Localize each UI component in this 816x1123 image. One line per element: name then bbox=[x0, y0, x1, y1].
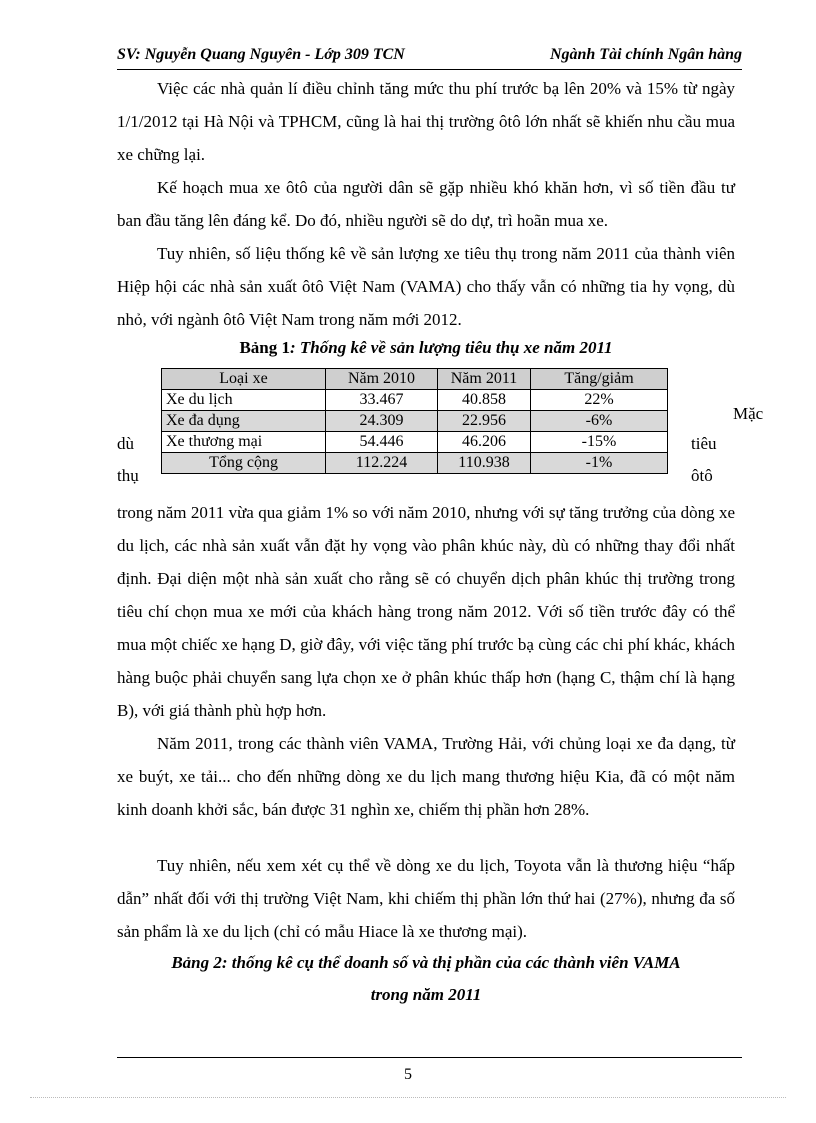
wrap-word-du: dù bbox=[117, 434, 134, 453]
wrap-word-oto: ôtô bbox=[691, 466, 713, 485]
page-number: 5 bbox=[404, 1066, 412, 1083]
table-row bbox=[162, 411, 668, 432]
cell-2010: 54.446 bbox=[326, 432, 438, 453]
wrap-word-thu: thụ bbox=[117, 466, 139, 485]
header-department: Ngành Tài chính Ngân hàng bbox=[549, 46, 742, 63]
wrap-word-tieu: tiêu bbox=[691, 434, 717, 453]
table1-caption bbox=[117, 336, 735, 360]
table-row bbox=[162, 432, 668, 453]
cell-2010: 33.467 bbox=[326, 390, 438, 411]
col-header-change: Tăng/giảm bbox=[531, 369, 668, 390]
cell-2010: 24.309 bbox=[326, 411, 438, 432]
col-header-type: Loại xe bbox=[162, 369, 326, 390]
cell-change: -6% bbox=[531, 411, 668, 432]
paragraph-6: Tuy nhiên, nếu xem xét cụ thể về dòng xe du lịch, Toyota vẫn là thương hiệu “hấp dẫn” nhất đối với thị trường Việt Nam, khi chiếm thị phần lớn thứ hai (27%), nhưng đa số sản phẩm là xe du lịch (chỉ có mẫu Hiace là xe thương mại). bbox=[117, 856, 735, 941]
page-header bbox=[117, 46, 742, 68]
table1-caption-label: Bảng 1 bbox=[239, 338, 291, 357]
cell-type: Xe du lịch bbox=[162, 390, 326, 411]
table-header-row bbox=[162, 369, 668, 390]
wrap-word-mac: Mặc bbox=[733, 404, 764, 423]
header-divider bbox=[117, 69, 742, 70]
paragraph-1: Việc các nhà quản lí điều chỉnh tăng mức thu phí trước bạ lên 20% và 15% từ ngày 1/1/2012 tại Hà Nội và TPHCM, cũng là hai thị trường ôtô lớn nhất sẽ khiến nhu cầu mua xe chững lại. bbox=[117, 79, 735, 164]
cell-2010: 112.224 bbox=[326, 453, 438, 474]
sales-table bbox=[161, 368, 668, 474]
cell-2011: 40.858 bbox=[438, 390, 531, 411]
header-author: SV: Nguyễn Quang Nguyên - Lớp 309 TCN bbox=[117, 46, 405, 63]
cell-change: -15% bbox=[531, 432, 668, 453]
table-row bbox=[162, 390, 668, 411]
cell-type: Tổng cộng bbox=[162, 453, 326, 474]
col-header-2010: Năm 2010 bbox=[326, 369, 438, 390]
cell-change: -1% bbox=[531, 453, 668, 474]
cell-type: Xe thương mại bbox=[162, 432, 326, 453]
table2-caption-line2: trong năm 2011 bbox=[370, 985, 482, 1004]
cell-2011: 110.938 bbox=[438, 453, 531, 474]
table1-caption-title: : Thống kê về sản lượng tiêu thụ xe năm 2011 bbox=[290, 338, 613, 357]
footer-divider bbox=[117, 1057, 742, 1058]
table2-caption-line1: Bảng 2: thống kê cụ thể doanh số và thị phần của các thành viên VAMA bbox=[171, 953, 681, 972]
cell-2011: 22.956 bbox=[438, 411, 531, 432]
paragraph-5: Năm 2011, trong các thành viên VAMA, Trường Hải, với chủng loại xe đa dạng, từ xe buýt, xe tải... cho đến những dòng xe du lịch mang thương hiệu Kia, đã có một năm kinh doanh khởi sắc, bán được 31 nghìn xe, chiếm thị phần hơn 28%. bbox=[117, 734, 735, 819]
cell-2011: 46.206 bbox=[438, 432, 531, 453]
paragraph-4: trong năm 2011 vừa qua giảm 1% so với năm 2010, nhưng với sự tăng trưởng của dòng xe du lịch, các nhà sản xuất vẫn đặt hy vọng vào phân khúc này, dù có những thay đổi nhất định. Đại diện một nhà sản xuất cho rằng sẽ có chuyển dịch phân khúc thị trường trong tiêu chí chọn mua xe mới của khách hàng trong năm 2012. Với số tiền trước đây có thể mua một chiếc xe hạng D, giờ đây, với việc tăng phí trước bạ cùng các chi phí khác, khách hàng buộc phải chuyển sang lựa chọn xe ở phân khúc thấp hơn (hạng C, thậm chí là hạng B), với giá thành phù hợp hơn. bbox=[117, 503, 735, 720]
cell-change: 22% bbox=[531, 390, 668, 411]
col-header-2011: Năm 2011 bbox=[438, 369, 531, 390]
paragraph-3: Tuy nhiên, số liệu thống kê về sản lượng xe tiêu thụ trong năm 2011 của thành viên Hiệp hội các nhà sản xuất ôtô Việt Nam (VAMA) cho thấy vẫn có những tia hy vọng, dù nhỏ, với ngành ôtô Việt Nam trong năm mới 2012. bbox=[117, 244, 735, 329]
cell-type: Xe đa dụng bbox=[162, 411, 326, 432]
paragraph-2: Kế hoạch mua xe ôtô của người dân sẽ gặp nhiều khó khăn hơn, vì số tiền đầu tư ban đầu tăng lên đáng kể. Do đó, nhiều người sẽ do dự, trì hoãn mua xe. bbox=[117, 178, 735, 230]
page-bottom-dotted-line bbox=[30, 1097, 786, 1098]
table-total-row bbox=[162, 453, 668, 474]
